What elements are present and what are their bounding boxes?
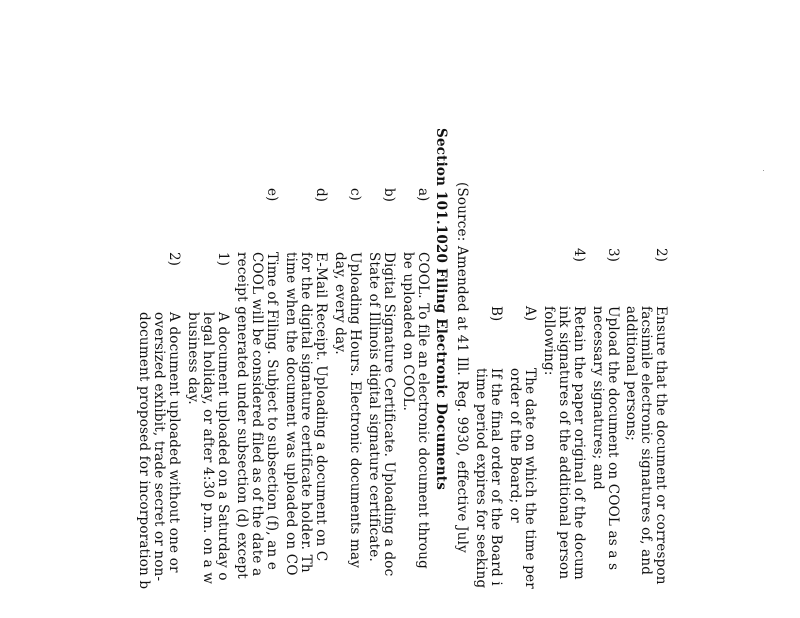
item-2-line-3: additional persons;: [623, 306, 639, 441]
subsection-b-line-1: Digital Signature Certificate. Uploading a doc: [381, 252, 397, 577]
item-2-line-2: facsimile electronic signatures of, and: [638, 306, 654, 576]
subsection-e2-line-1: A document uploaded without one or: [166, 312, 182, 573]
subsection-d-line-2: for the digital signature certificate holder. Th: [298, 252, 314, 573]
item-4-line-3: following:: [541, 306, 557, 376]
subsection-b-line-2: State of Illinois digital signature certificate.: [366, 252, 382, 562]
subsection-d-line-1: E-Mail Receipt. Uploading a document on C: [313, 252, 329, 562]
subsection-d-label: d): [313, 188, 329, 202]
item-4-label: 4): [571, 248, 587, 262]
section-heading: Section 101.1020 Filing Electronic Documents: [433, 128, 449, 491]
subsection-e-label: e): [264, 188, 280, 202]
subsection-e2-line-3: document proposed for incorporation b: [136, 312, 152, 590]
subsection-a-line-1: COOL. To file an electronic document throug: [415, 252, 431, 569]
item-b-sub-label: B): [488, 306, 504, 322]
scan-speck: [763, 170, 764, 171]
rotated-document-page: [90, 0, 720, 618]
subsection-c-line-2: day, every day.: [332, 252, 348, 355]
item-a-sub-label: A): [522, 306, 538, 322]
subsection-e-line-2: COOL will be considered filed as of the date a: [249, 252, 265, 577]
source-note: (Source: Amended at 41 Ill. Reg. 9930, effective July: [454, 182, 470, 553]
subsection-e1-line-3: business day.: [185, 312, 201, 405]
subsection-b-label: b): [381, 188, 397, 202]
item-2-label: 2): [653, 248, 669, 262]
subsection-a-label: a): [415, 188, 431, 202]
subsection-e-line-1: Time of Filing. Subject to subsection (f), an e: [264, 252, 280, 571]
subsection-e1-line-1: A document uploaded on a Saturday o: [215, 312, 231, 581]
subsection-e1-label: 1): [215, 252, 231, 266]
item-b-sub-line-2: time period expires for seeking: [473, 368, 489, 589]
subsection-c-line-1: Uploading Hours. Electronic documents may: [347, 252, 363, 569]
subsection-a-line-2: be uploaded on COOL.: [400, 252, 416, 412]
subsection-e2-label: 2): [166, 252, 182, 266]
item-3-label: 3): [605, 248, 621, 262]
item-3-line-2: necessary signatures; and: [590, 306, 606, 490]
subsection-c-label: c): [347, 188, 363, 201]
item-4-line-2: ink signatures of the additional person: [556, 306, 572, 580]
item-3-line-1: Upload the document on COOL as a s: [605, 306, 621, 571]
item-4-line-1: Retain the paper original of the docum: [571, 306, 587, 580]
item-a-sub-line-1: The date on which the time per: [522, 368, 538, 589]
item-2-line-1: Ensure that the document or correspon: [653, 306, 669, 585]
subsection-e-line-3: receipt generated under subsection (d) except: [234, 252, 250, 579]
item-a-sub-line-2: order of the Board; or: [507, 368, 523, 523]
subsection-e2-line-2: oversized exhibit, trade secret or non-: [151, 312, 167, 582]
item-b-sub-line-1: If the final order of the Board i: [488, 368, 504, 586]
subsection-d-line-3: time when the document was uploaded on CO: [283, 252, 299, 576]
subsection-e1-line-2: legal holiday, or after 4:30 p.m. on a w: [200, 312, 216, 585]
